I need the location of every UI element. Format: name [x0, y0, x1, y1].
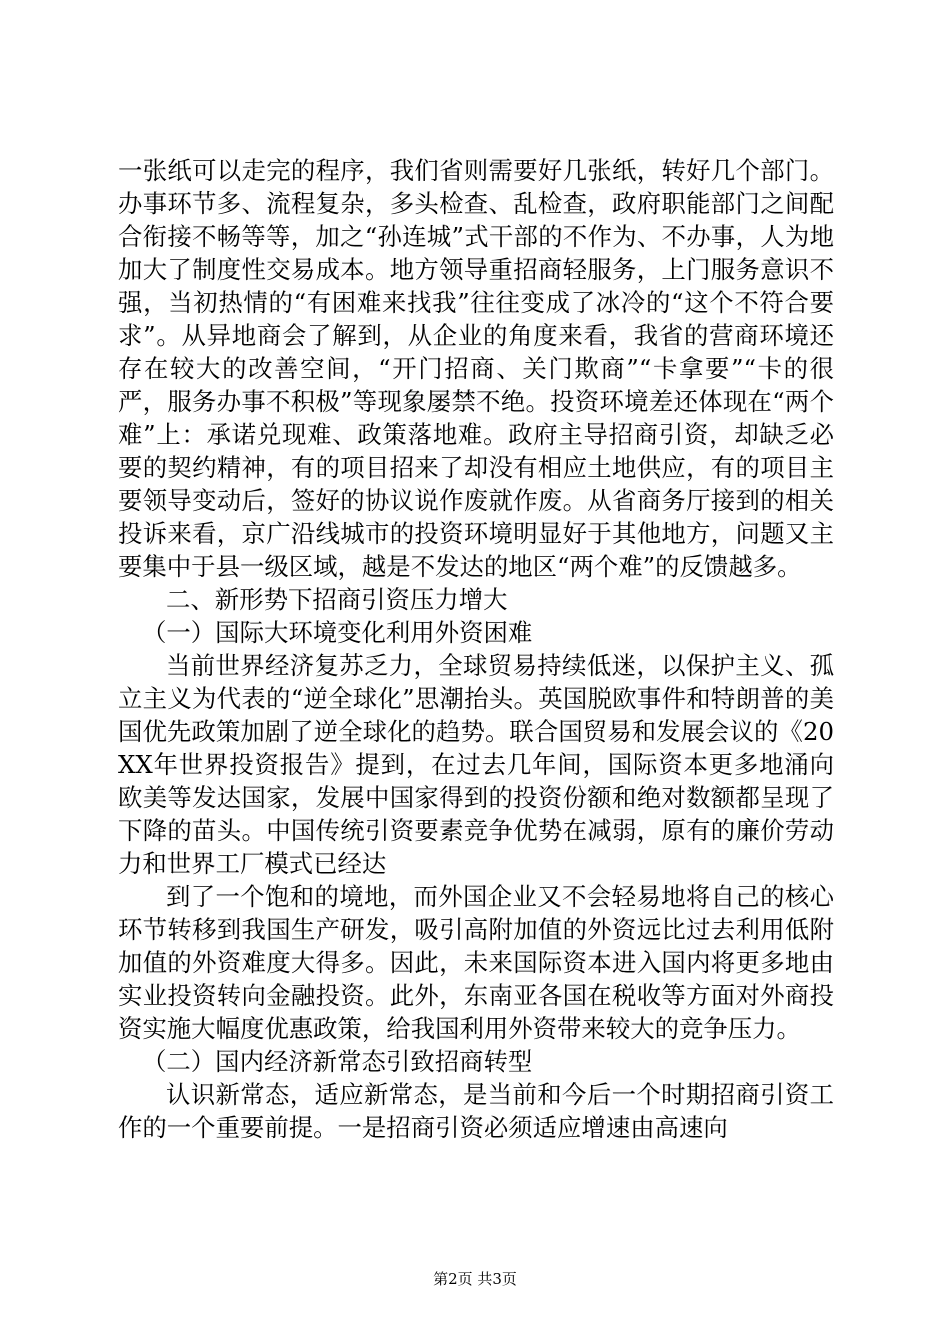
subsection-heading-domestic: （二）国内经济新常态引致招商转型	[142, 1047, 533, 1076]
body-text	[118, 154, 834, 1144]
paragraph-new-normal: 认识新常态，适应新常态，是当前和今后一个时期招商引资工作的一个重要前提。一是招商引资必须适应增速由高速向	[118, 1080, 834, 1142]
paragraph-foreign-investment: 到了一个饱和的境地，而外国企业又不会轻易地将自己的核心环节转移到我国生产研发，吸引高附加值的外资远比过去利用低附加值的外资难度大得多。因此，未来国际资本进入国内将更多地由实业投资转向金融投资。此外，东南亚各国在税收等方面对外商投资实施大幅度优惠政策，给我国利用外资带来较大的竞争压力。	[118, 882, 834, 1043]
paragraph-global-economy: 当前世界经济复苏乏力，全球贸易持续低迷，以保护主义、孤立主义为代表的“逆全球化”思潮抬头。英国脱欧事件和特朗普的美国优先政策加剧了逆全球化的趋势。联合国贸易和发展会议的《20XX年世界投资报告》提到，在过去几年间，国际资本更多地涌向欧美等发达国家，发展中国家得到的投资份额和绝对数额都呈现了下降的苗头。中国传统引资要素竞争优势在减弱，原有的廉价劳动力和世界工厂模式已经达	[118, 651, 834, 878]
page-number: 第2页 共3页	[433, 1270, 517, 1288]
section-heading-2: 二、新形势下招商引资压力增大	[166, 585, 508, 614]
paragraph-business-environment: 一张纸可以走完的程序，我们省则需要好几张纸，转好几个部门。办事环节多、流程复杂，多头检查、乱检查，政府职能部门之间配合衔接不畅等等，加之“孙连城”式干部的不作为、不办事，人为地加大了制度性交易成本。地方领导重招商轻服务，上门服务意识不强，当初热情的“有困难来找我”往往变成了冰冷的“这个不符合要求”。从异地商会了解到，从企业的角度来看，我省的营商环境还存在较大的改善空间，“开门招商、关门欺商”“卡拿要”“卡的很严，服务办事不积极”等现象屡禁不绝。投资环境差还体现在“两个难”上：承诺兑现难、政策落地难。政府主导招商引资，却缺乏必要的契约精神，有的项目招来了却没有相应土地供应，有的项目主要领导变动后，签好的协议说作废就作废。从省商务厅接到的相关投诉来看，京广沿线城市的投资环境明显好于其他地方，问题又主要集中于县一级区域，越是不发达的地区“两个难”的反馈越多。	[118, 156, 834, 581]
subsection-heading-international: （一）国际大环境变化利用外资困难	[142, 618, 533, 647]
